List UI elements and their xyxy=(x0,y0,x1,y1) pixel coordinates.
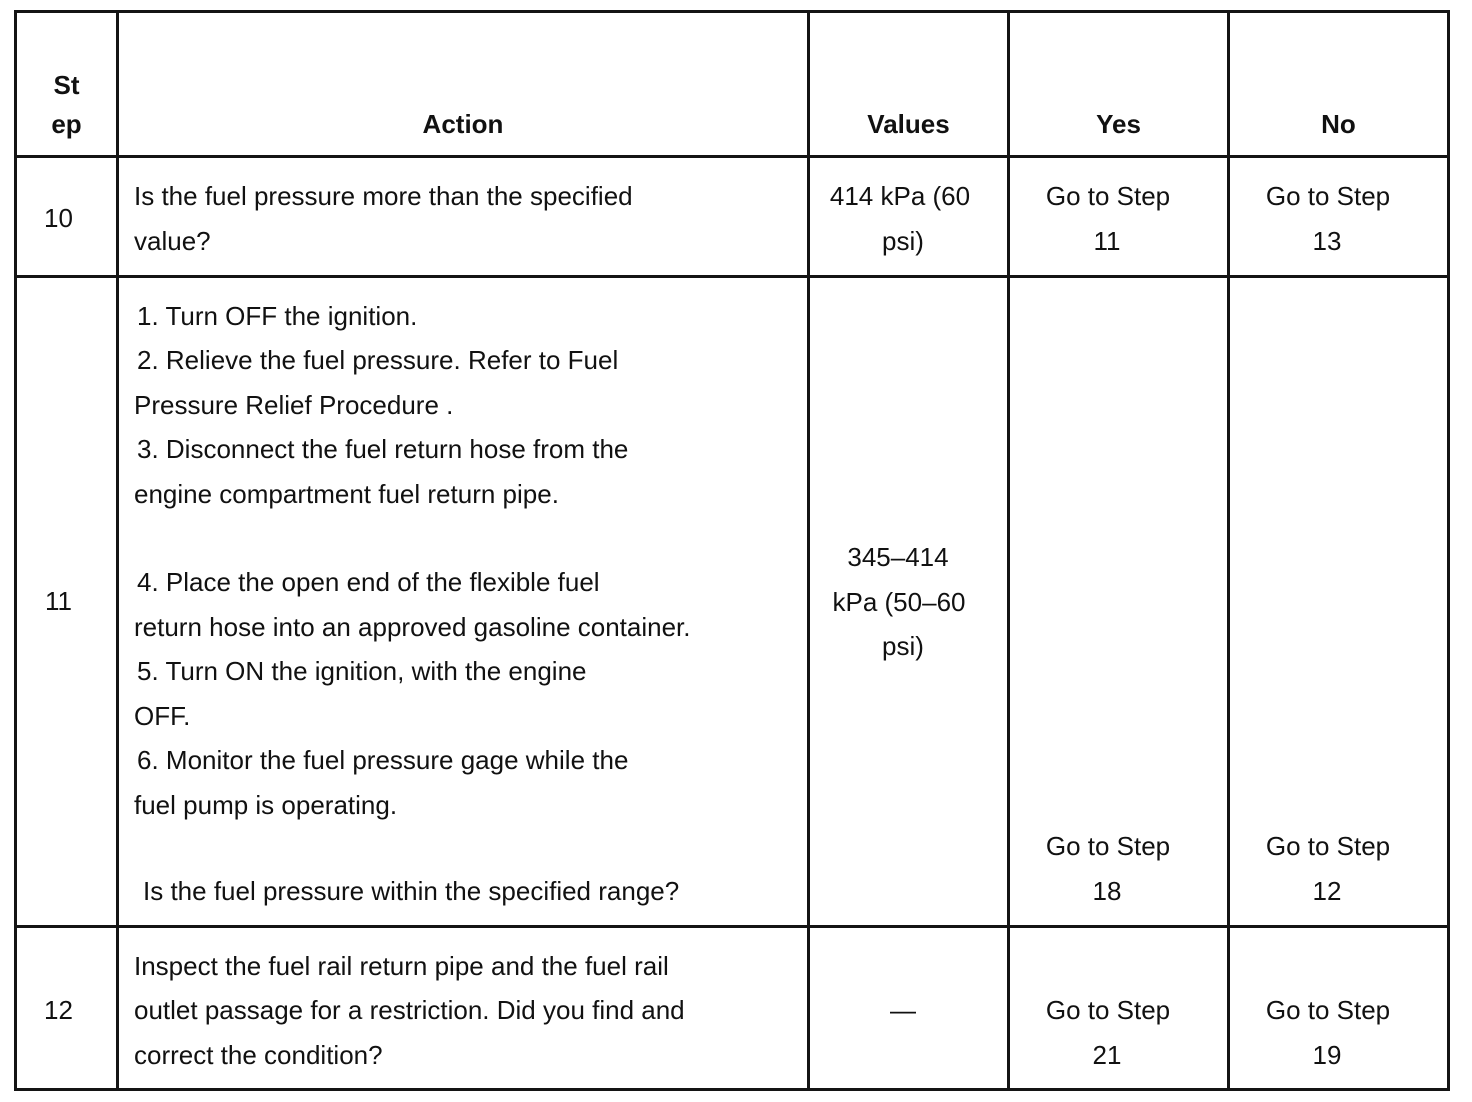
no-step-number: 19 xyxy=(1312,1040,1342,1070)
values-text: kPa (50–60 xyxy=(832,587,966,617)
no-step-label: Go to Step xyxy=(1265,181,1391,211)
step-number: 11 xyxy=(45,586,72,616)
header-action: Action xyxy=(422,109,504,139)
step-number: 12 xyxy=(44,995,73,1025)
action-text: 6. Monitor the fuel pressure gage while the xyxy=(137,745,629,775)
action-text: 3. Disconnect the fuel return hose from the xyxy=(137,434,629,464)
table-border-left xyxy=(14,10,17,1091)
yes-step-number: 18 xyxy=(1092,876,1122,906)
action-text: value? xyxy=(134,226,211,256)
action-question: Is the fuel pressure within the specified range? xyxy=(143,876,680,906)
column-divider xyxy=(116,10,119,1091)
action-text: OFF. xyxy=(134,701,191,731)
action-text: engine compartment fuel return pipe. xyxy=(134,479,559,509)
column-divider xyxy=(1227,10,1230,1091)
header-divider xyxy=(14,155,1450,158)
action-text: Pressure Relief Procedure . xyxy=(134,390,454,420)
yes-step-label: Go to Step xyxy=(1045,181,1171,211)
header-yes: Yes xyxy=(1096,109,1141,139)
table-border-bottom xyxy=(14,1088,1450,1091)
header-step: St xyxy=(53,70,80,100)
action-text: Is the fuel pressure more than the specified xyxy=(134,181,633,211)
action-text: 1. Turn OFF the ignition. xyxy=(137,301,418,331)
row-divider xyxy=(14,925,1450,928)
yes-step-number: 11 xyxy=(1093,226,1121,256)
step-number: 10 xyxy=(44,203,73,233)
yes-step-label: Go to Step xyxy=(1045,831,1171,861)
column-divider xyxy=(1007,10,1010,1091)
action-text: 5. Turn ON the ignition, with the engine xyxy=(137,656,587,686)
action-text: return hose into an approved gasoline container. xyxy=(134,612,691,642)
no-step-number: 13 xyxy=(1312,226,1342,256)
action-text: 4. Place the open end of the flexible fuel xyxy=(137,567,600,597)
action-text: outlet passage for a restriction. Did you find and xyxy=(134,995,685,1025)
no-step-number: 12 xyxy=(1312,876,1342,906)
table-border-top xyxy=(14,10,1450,13)
values-empty-dash: — xyxy=(890,995,916,1025)
yes-step-number: 21 xyxy=(1092,1040,1122,1070)
no-step-label: Go to Step xyxy=(1265,995,1391,1025)
action-text: fuel pump is operating. xyxy=(134,790,398,820)
table-border-right xyxy=(1447,10,1450,1091)
no-step-label: Go to Step xyxy=(1265,831,1391,861)
header-step: ep xyxy=(51,109,82,139)
values-text: 345–414 xyxy=(847,542,949,572)
yes-step-label: Go to Step xyxy=(1045,995,1171,1025)
action-text: Inspect the fuel rail return pipe and the fuel rail xyxy=(134,951,669,981)
values-text: 414 kPa (60 xyxy=(829,181,971,211)
action-text: 2. Relieve the fuel pressure. Refer to Fuel xyxy=(137,345,619,375)
row-divider xyxy=(14,275,1450,278)
header-no: No xyxy=(1321,109,1356,139)
values-text: psi) xyxy=(882,226,924,256)
action-text: correct the condition? xyxy=(134,1040,383,1070)
values-text: psi) xyxy=(882,631,924,661)
header-values: Values xyxy=(867,109,950,139)
